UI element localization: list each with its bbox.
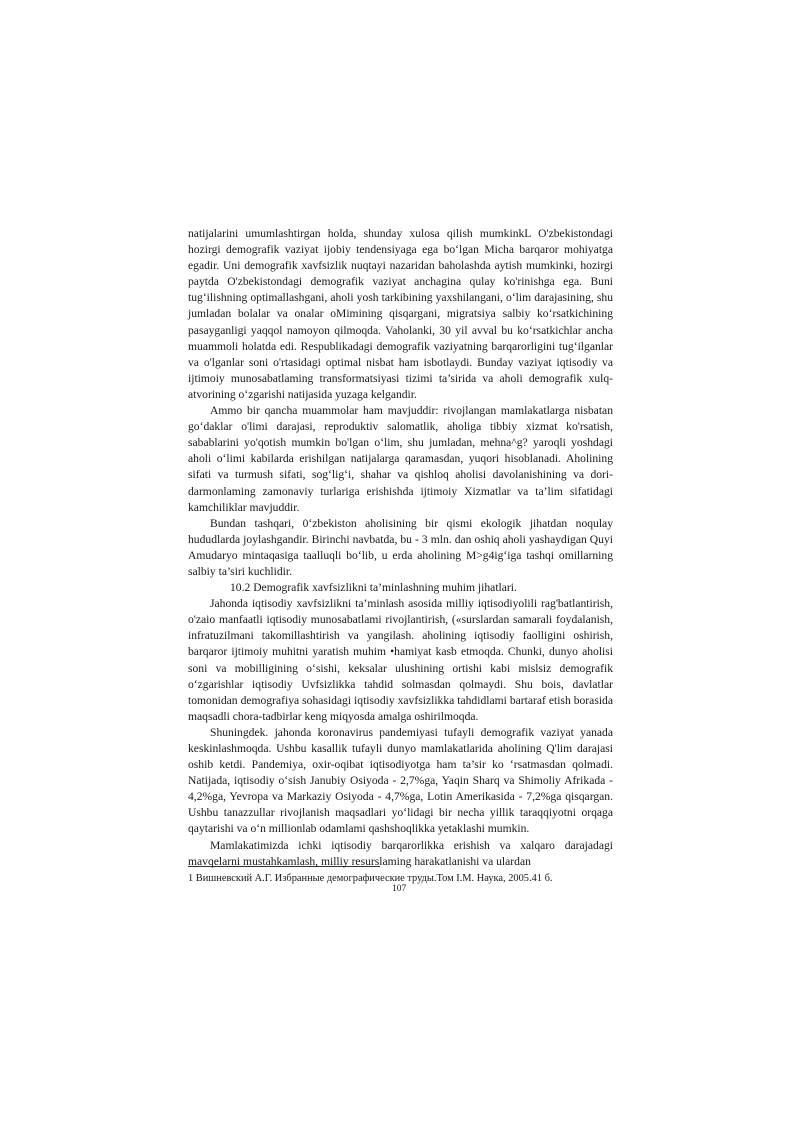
paragraph-4: Jahonda iqtisodiy xavfsizlikni ta’minlash asosida milliy iqtisodiyolili rag'batlantirish, o'zaio manfaatli iqtisodiy munosabatlami rivojlantirish, («surslardan samarali foydalanish, infratuzilmani takomillashtirish va yangilash. aholining iqtisodiy faolligini oshirish, barqaror ijtimoiy muhitni yaratish muhim •hamiyat kasb etmoqda. Chunki, dunyo aholisi soni va mobilligining o‘sishi, keksalar ulushining ortishi kabi mislsiz demografik o‘zgarishlar iqtisodiy Uvfsizlikka tahdid solmasdan qolmaydi. Shu bois, davlatlar tomonidan demografiya sohasidagi iqtisodiy xavfsizlikka tahdidlami bartaraf etish borasida maqsadli chora-tadbirlar keng miqyosda amalga oshirilmoqda.: [188, 597, 613, 723]
footnote-divider: [188, 866, 380, 867]
section-heading: 10.2 Demografik xavfsizlikni ta’minlashning muhim jihatlari.: [230, 581, 517, 595]
paragraph-1: natijalarini umumlashtirgan holda, shunday xulosa qilish mumkinkL O'zbekistondagi hozirgi demografik vaziyat ijobiy tendensiyaga ega bo‘lgan Micha barqaror mohiyatga egadir. Uni demografik xavfsizlik nuqtayi nazaridan baholashda aytish mumkinki, hozirgi paytda O'zbekistondagi demografik vaziyat anchagina qulay ko'rinishga ega. Buni tug‘ilishning optimallashgani, aholi yosh tarkibining yaxshilangani, o‘lim darajasining, shu jumladan bolalar va onalar oMimining qisqargani, migratsiya salbiy ko‘rsatkichining pasayganligi yaqqol namoyon qilmoqda. Vaholanki, 30 yil avval bu ko‘rsatkichlar ancha muammoli holatda edi. Respublikadagi demografik vaziyatning barqarorligini tug‘ilganlar va o'lganlar soni o'rtasidagi optimal nisbat ham isbotlaydi. Bunday vaziyat iqtisodiy va ijtimoiy munosabatlaming transformatsiyasi tizimi ta’sirida va aholi demografik xulq-atvorining o‘zgarishi natijasida yuzaga kelgandir.: [188, 227, 613, 401]
paragraph-6: Mamlakatimizda ichki iqtisodiy barqarorlikka erishish va xalqaro darajadagi mavqelarni mustahkamlash, milliy resurslaming harakatlanishi va ulardan: [188, 838, 613, 868]
paragraph-2: Ammo bir qancha muammolar ham mavjuddir: rivojlangan mamlakatlarga nisbatan go‘daklar o'limi darajasi, reproduktiv salomatlik, aholiga tibbiy xizmat ko'rsatish, sabablarini yo'qotish mumkin bo'lgan o‘lim, shu jumladan, mehna^g? yaroqli yoshdagi aholi o‘limi kabilarda erishilgan natijalarga qaramasdan, yuqori hisoblanadi. Aholining sifati va turmush sifati, sog‘lig‘i, shahar va qishloq aholisi davolanishining va dori-darmonlaming zamonaviy turlariga erishishda ijtimoiy Xizmatlar va ta’lim sifatidagi kamchiliklar mavjuddir.: [188, 404, 613, 514]
footnote: 1 Вишневский А.Г. Избранные демографические труды.Том I.M. Наука, 2005.41 б.: [188, 873, 553, 884]
paragraph-3: Bundan tashqari, 0‘zbekiston aholisining bir qismi ekologik jihatdan noqulay hududlarda joylashgandir. Birinchi navbatda, bu - 3 mln. dan oshiq aholi yashaydigan Quyi Amudaryo mintaqasiga taalluqli bo‘lib, u erda aholining M>g4ig‘iga tashqi omillarning salbiy ta’siri kuchlidir.: [188, 516, 613, 578]
page-body: [188, 226, 613, 870]
paragraph-5: Shuningdek. jahonda koronavirus pandemiyasi tufayli demografik vaziyat yanada keskinlashmoqda. Ushbu kasallik tufayli dunyo mamlakatlarida aholining Q'lim darajasi oshib ketdi. Pandemiya, oxir-oqibat iqtisodiyotga ham ta’sir ko ‘rsatmasdan qolmadi. Natijada, iqtisodiy o‘sish Janubiy Osiyoda - 2,7%ga, Yaqin Sharq va Shimoliy Afrikada - 4,2%ga, Yevropa va Markaziy Osiyoda - 4,7%ga, Lotin Amerikasida - 7,2%ga qisqargan. Ushbu tanazzullar rivojlanish maqsadlari yo‘lidagi bir necha yillik taraqqiyotni orqaga qaytarishi va o‘n millionlab odamlami qashshoqlikka yetaklashi mumkin.: [188, 725, 613, 836]
page-number: 107: [392, 884, 407, 894]
